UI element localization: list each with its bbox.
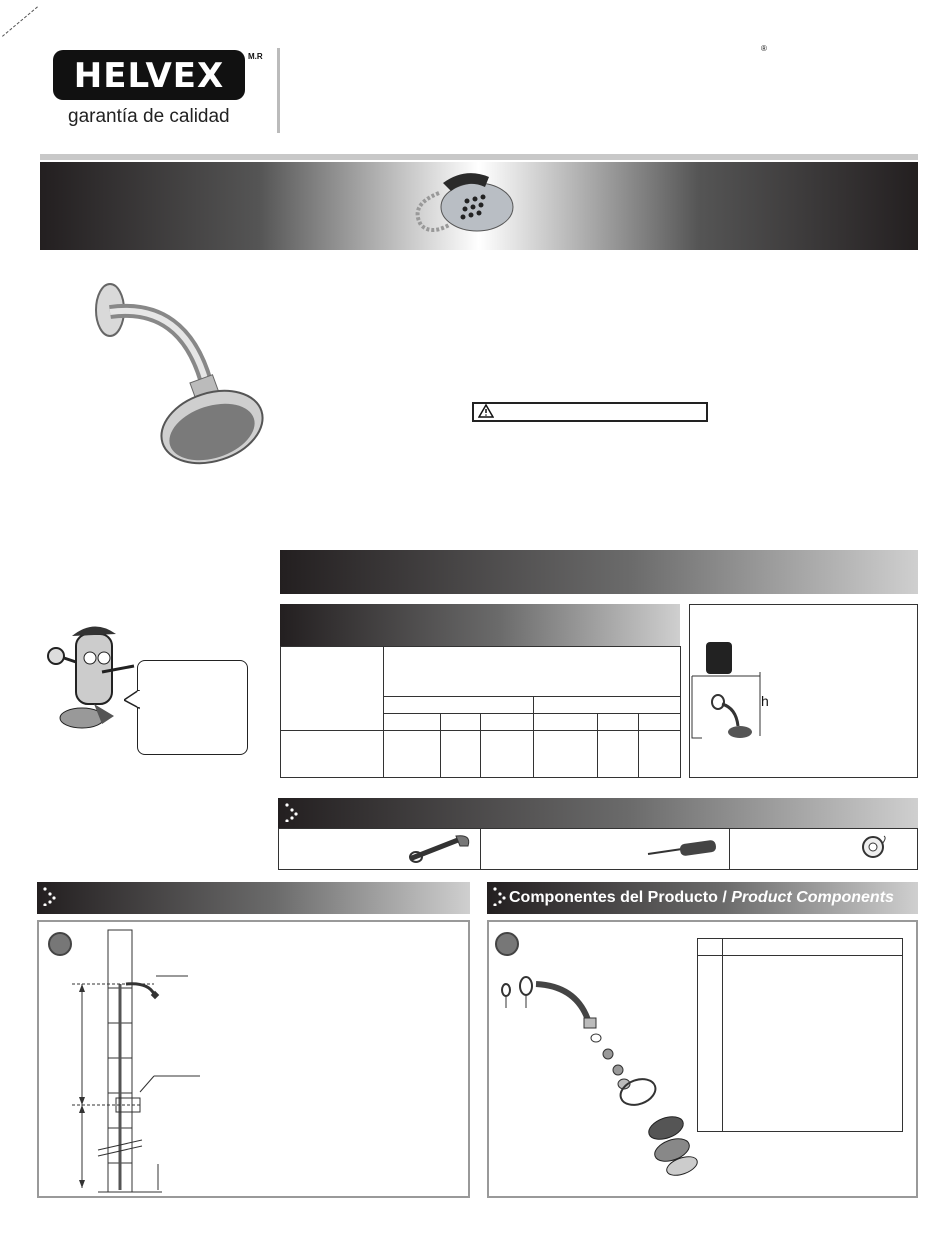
exploded-components-diagram	[496, 968, 706, 1180]
installation-header-bar	[37, 882, 470, 914]
step-number-circle	[48, 932, 72, 956]
header-divider	[277, 48, 280, 133]
table-rule	[383, 696, 681, 697]
install-height-diagram	[690, 634, 780, 744]
mascot-icon	[42, 618, 142, 743]
screwdriver-icon	[646, 838, 720, 860]
table-rule	[480, 713, 481, 778]
top-rule	[40, 154, 918, 160]
shower-head-icon	[88, 282, 268, 467]
step-number-circle	[495, 932, 519, 956]
components-title: Componentes del Producto / Product Components	[509, 889, 894, 906]
table-rule	[440, 713, 441, 778]
logo-trademark: M.R	[248, 52, 263, 61]
wall-installation-diagram	[70, 928, 210, 1194]
speech-bubble-tail	[124, 690, 140, 710]
table-rule	[597, 713, 598, 778]
section-header-bar	[280, 550, 918, 594]
bullet-dots-icon	[492, 886, 506, 906]
logo-text: HELVEX	[73, 56, 225, 96]
table-rule	[383, 713, 681, 714]
phone-icon	[405, 165, 515, 237]
tools-header-bar	[278, 798, 918, 828]
components-title-es: Componentes del Producto	[509, 889, 718, 906]
height-label: h	[761, 693, 769, 709]
speech-bubble	[137, 660, 248, 755]
bullet-dots-icon	[284, 802, 298, 822]
tagline: garantía de calidad	[68, 106, 230, 127]
tools-box	[278, 828, 918, 870]
registered-mark: ®	[761, 44, 767, 53]
teflon-tape-icon	[860, 834, 888, 860]
tools-divider	[480, 828, 481, 870]
table-rule	[638, 713, 639, 778]
components-title-en: Product Components	[731, 889, 894, 906]
parts-table	[697, 938, 903, 1132]
parts-table-rule	[697, 955, 903, 956]
table-rule	[383, 646, 384, 778]
parts-table-rule	[722, 938, 723, 1132]
warning-triangle-icon	[478, 404, 494, 418]
tools-divider	[729, 828, 730, 870]
wrench-icon	[408, 834, 476, 864]
table-rule	[533, 696, 534, 778]
bullet-dots-icon	[42, 886, 56, 906]
spec-header-bar	[280, 604, 680, 646]
warning-box	[472, 402, 708, 422]
